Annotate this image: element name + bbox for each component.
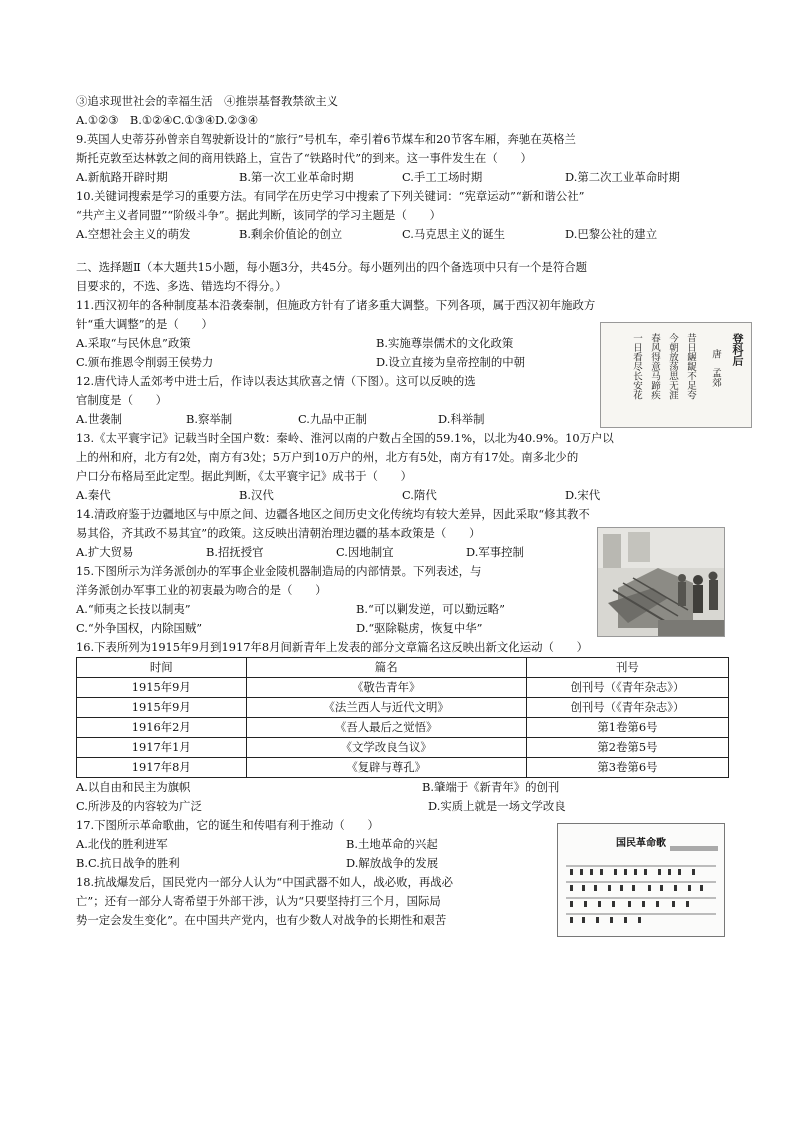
q17-stem: 17.下图所示革命歌曲，它的诞生和传唱有利于推动（ ）: [76, 818, 379, 832]
q12-option-c[interactable]: C.九品中正制: [298, 412, 367, 426]
q14-options: [76, 543, 596, 562]
q12-option-d[interactable]: D.科举制: [438, 412, 485, 426]
q9-options: [76, 168, 728, 187]
q11-stem-2: 针“重大调整”的是（ ）: [76, 317, 213, 331]
poem-line-1: 昔日龌龊不足夸: [685, 333, 696, 400]
q12-stem-1: 12.唐代诗人孟郊考中进士后，作诗以表达其欣喜之情（下图）。这可以反映的选: [76, 374, 476, 388]
table-cell: 1916年2月: [77, 718, 247, 738]
q17-option-a[interactable]: A.北伐的胜利进军: [76, 837, 168, 851]
q18-stem-1: 18.抗战爆发后，国民党内一部分人认为“中国武器不如人，战必败，再战必: [76, 875, 454, 889]
q14-option-a[interactable]: A.扩大贸易: [76, 545, 134, 559]
q14-stem-2: 易其俗，齐其政不易其宜”的政策。这反映出清朝治理边疆的基本政策是（ ）: [76, 526, 481, 540]
q17-options-row-2: [76, 854, 546, 873]
question-9: [76, 130, 728, 187]
q8-options: A.①②③ B.①②④C.①③④D.②③④: [76, 113, 259, 127]
exam-page: [76, 92, 728, 930]
q15-options-row-1: [76, 600, 596, 619]
table-row: [77, 738, 729, 758]
section-2-line-2: 目要求的，不选、多选、错选均不得分。）: [76, 279, 287, 293]
q16-option-b[interactable]: B.肇端于《新青年》的创刊: [422, 780, 560, 794]
q17-option-c[interactable]: B.C.抗日战争的胜利: [76, 856, 180, 870]
q16-option-a[interactable]: A.以自由和民主为旗帜: [76, 780, 191, 794]
q16-option-d[interactable]: D.实质上就是一场文学改良: [428, 799, 566, 813]
q11-option-a[interactable]: A.采取“与民休息”政策: [76, 336, 191, 350]
q16-options-row-1: [76, 778, 728, 797]
q13-option-a[interactable]: A.秦代: [76, 488, 111, 502]
q9-stem-2: 斯托克敦至达林敦之间的商用铁路上，宣告了“铁路时代”的到来。这一事件发生在（ ）: [76, 151, 532, 165]
table-header-row: [77, 658, 729, 678]
q10-option-d[interactable]: D.巴黎公社的建立: [565, 227, 658, 241]
table-cell: 1917年8月: [77, 758, 247, 778]
poem-author: 唐 孟郊: [710, 349, 721, 387]
q13-stem-2: 上的州和府，北方有2处，南方有3处；5万户到10万户的州，北方有5处，南方有17处。南多北少的: [76, 450, 579, 464]
q16-options-row-2: [76, 797, 728, 816]
q9-option-d[interactable]: D.第二次工业革命时期: [565, 170, 680, 184]
q13-option-b[interactable]: B.汉代: [239, 488, 274, 502]
q10-option-a[interactable]: A.空想社会主义的萌发: [76, 227, 191, 241]
question-10: [76, 187, 728, 244]
q13-options: [76, 486, 728, 505]
q15-option-b[interactable]: B.“可以剿发逆，可以勤远略”: [356, 602, 505, 616]
q10-option-b[interactable]: B.剩余价值论的创立: [239, 227, 343, 241]
q16-article-table: [76, 657, 729, 778]
section-2-header: [76, 258, 728, 296]
poem-line-2: 今朝放荡思无涯: [667, 333, 678, 400]
table-header-cell: 刊号: [526, 658, 728, 678]
q12-option-b[interactable]: B.察举制: [186, 412, 233, 426]
q11-option-c[interactable]: C.颁布推恩令削弱王侯势力: [76, 355, 214, 369]
q9-option-b[interactable]: B.第一次工业革命时期: [239, 170, 354, 184]
q11-stem-1: 11.西汉初年的各种制度基本沿袭秦制，但施政方针有了诸多重大调整。下列各项，属于西汉初年施政方: [76, 298, 596, 312]
q12-options: [76, 410, 596, 429]
question-16: [76, 638, 728, 816]
q9-option-c[interactable]: C.手工工场时期: [402, 170, 483, 184]
q16-option-c[interactable]: C.所涉及的内容较为广泛: [76, 799, 202, 813]
q13-stem-1: 13.《太平寰宇记》记载当时全国户数：秦岭、淮河以南的户数占全国的59.1%，以北为40.9%。10万户以: [76, 431, 614, 445]
q9-option-a[interactable]: A.新航路开辟时期: [76, 170, 168, 184]
table-cell: 第2卷第5号: [526, 738, 728, 758]
q18-stem-3: 势一定会发生变化”。在中国共产党内，也有少数人对战争的长期性和艰苦: [76, 913, 447, 927]
q9-stem-1: 9.英国人史蒂芬孙曾亲自驾驶新设计的“旅行”号机车，牵引着6节煤车和20节客车厢，奔驰在英格兰: [76, 132, 576, 146]
song-score-image: [557, 823, 725, 937]
table-row: [77, 718, 729, 738]
q8-statement-line: ③追求现世社会的幸福生活 ④推崇基督教禁欲主义: [76, 94, 338, 108]
q11-options-row-1: [76, 334, 596, 353]
q13-option-c[interactable]: C.隋代: [402, 488, 437, 502]
q10-stem-1: 10.关键词搜索是学习的重要方法。有同学在历史学习中搜索了下列关键词：“宪章运动”“新和谐公社”: [76, 189, 585, 203]
table-cell: 《吾人最后之觉悟》: [246, 718, 526, 738]
table-row: [77, 698, 729, 718]
q10-option-c[interactable]: C.马克思主义的诞生: [402, 227, 506, 241]
q12-option-a[interactable]: A.世袭制: [76, 412, 123, 426]
poem-image: [600, 322, 752, 428]
q15-stem-1: 15.下图所示为洋务派创办的军事企业金陵机器制造局的内部情景。下列表述，与: [76, 564, 482, 578]
q11-options-row-2: [76, 353, 596, 372]
table-cell: 《复辟与尊孔》: [246, 758, 526, 778]
question-13: [76, 429, 728, 505]
q11-option-d[interactable]: D.设立直接为皇帝控制的中朝: [376, 355, 526, 369]
table-cell: 第1卷第6号: [526, 718, 728, 738]
q10-stem-2: “共产主义者同盟”“阶级斗争”。据此判断，该同学的学习主题是（ ）: [76, 208, 442, 222]
table-row: [77, 678, 729, 698]
song-score-notation: [558, 824, 724, 936]
table-cell: 创刊号（《青年杂志》）: [526, 678, 728, 698]
poem-line-3: 春风得意马蹄疾: [649, 333, 660, 400]
q11-option-b[interactable]: B.实施尊崇儒术的文化政策: [376, 336, 514, 350]
q15-option-d[interactable]: D.“驱除鞑虏，恢复中华”: [356, 621, 483, 635]
q14-option-d[interactable]: D.军事控制: [466, 545, 524, 559]
section-2-line-1: 二、选择题Ⅱ（本大题共15小题，每小题3分，共45分。每小题列出的四个备选项中只有一个是符合题: [76, 260, 587, 274]
q15-options-row-2: [76, 619, 596, 638]
table-cell: 《敬告青年》: [246, 678, 526, 698]
q13-stem-3: 户口分布格局至此定型。据此判断，《太平寰宇记》成书于（ ）: [76, 469, 413, 483]
table-cell: 《文学改良刍议》: [246, 738, 526, 758]
q13-option-d[interactable]: D.宋代: [565, 488, 601, 502]
table-cell: 1917年1月: [77, 738, 247, 758]
q15-option-a[interactable]: A.“师夷之长技以制夷”: [76, 602, 191, 616]
table-cell: 创刊号（《青年杂志》）: [526, 698, 728, 718]
poem-line-4: 一日看尽长安花: [631, 333, 642, 400]
table-header-cell: 篇名: [246, 658, 526, 678]
q16-stem: 16.下表所列为1915年9月到1917年8月间新青年上发表的部分文章篇名这反映出新文化运动（ ）: [76, 640, 589, 654]
table-cell: 1915年9月: [77, 678, 247, 698]
q17-option-d[interactable]: D.解放战争的发展: [346, 856, 439, 870]
table-cell: 1915年9月: [77, 698, 247, 718]
table-row: [77, 758, 729, 778]
q17-option-b[interactable]: B.土地革命的兴起: [346, 837, 438, 851]
q15-option-c[interactable]: C.“外争国权，内除国贼”: [76, 621, 203, 635]
q12-stem-2: 官制度是（ ）: [76, 393, 168, 407]
q17-options-row-1: [76, 835, 546, 854]
q18-stem-2: 亡”；还有一部分人寄希望于外部干涉，认为“只要坚持打三个月，国际局: [76, 894, 441, 908]
q15-stem-2: 洋务派创办军事工业的初衷最为吻合的是（ ）: [76, 583, 327, 597]
arsenal-photo: [597, 527, 725, 637]
q14-option-c[interactable]: C.因地制宜: [336, 545, 394, 559]
table-header-cell: 时间: [77, 658, 247, 678]
table-cell: 第3卷第6号: [526, 758, 728, 778]
song-title: 国民革命歌: [616, 838, 666, 849]
q14-stem-1: 14.清政府鉴于边疆地区与中原之间、边疆各地区之间历史文化传统均有较大差异，因此采取“修其教不: [76, 507, 590, 521]
arsenal-photo-illustration: [598, 528, 724, 636]
q10-options: [76, 225, 728, 244]
table-cell: 《法兰西人与近代文明》: [246, 698, 526, 718]
q14-option-b[interactable]: B.招抚授官: [206, 545, 264, 559]
poem-title: 登科后: [731, 333, 744, 366]
